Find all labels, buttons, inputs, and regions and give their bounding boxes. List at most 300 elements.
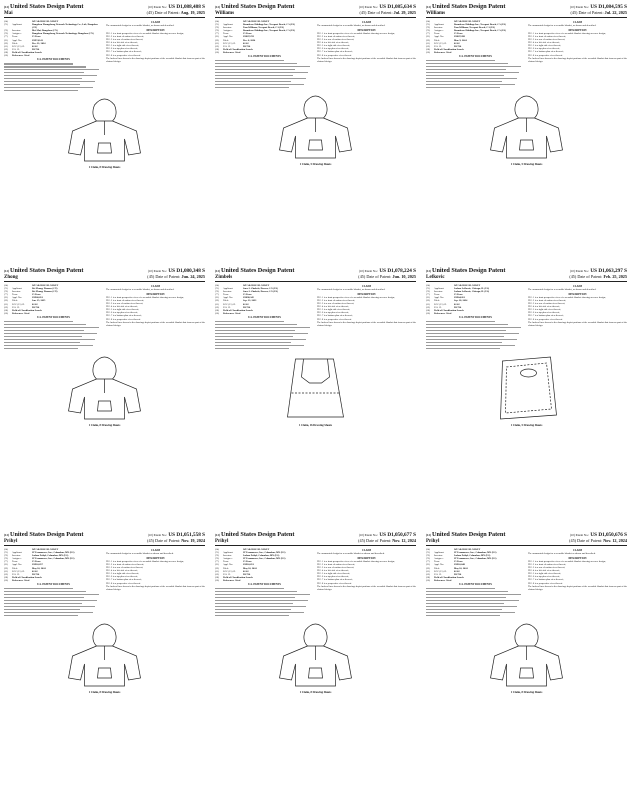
loc-row-code: (51) [215, 569, 219, 573]
filed-row-value: Sep. 13, 2023 [243, 299, 257, 303]
refs-code: (56) [215, 311, 219, 315]
uscl-row-code: (52) [426, 44, 430, 48]
reference-rule [4, 336, 82, 337]
term-row-value: 15 Years [243, 32, 252, 36]
bibliographic-column [215, 20, 314, 90]
loc-row-value: 02-02 [243, 41, 249, 45]
reference-rule [426, 609, 502, 610]
office-name: United States Design Patent [10, 3, 84, 10]
bibliographic-column [215, 284, 314, 351]
bibliographic-column [426, 548, 525, 618]
hooded-blanket-drawing [491, 96, 563, 158]
reference-rule [215, 615, 289, 616]
uscl-row-code: (52) [4, 572, 8, 576]
uscl-row-code: (52) [426, 305, 430, 309]
filed-row-code: (22) [215, 299, 219, 303]
office-code: (12) [426, 5, 431, 9]
claims-summary: 1 Claim, 16 Drawing Sheets [298, 423, 333, 427]
reference-rule [426, 339, 517, 340]
term-row-value: 15 Years [32, 293, 41, 297]
reference-rule [215, 63, 297, 64]
applicant-row-label: Applicant: [223, 23, 234, 27]
uscl-row-value: D2/720 [32, 572, 40, 576]
claim-column [528, 284, 627, 351]
description-line: FIG. 4 is a left side view thereof; [106, 41, 138, 45]
flat-blanket-drawing [501, 357, 557, 419]
figure-drawing [426, 620, 627, 690]
reference-rule [215, 87, 289, 88]
assignee-row-value: Brandcore Holdings Inc., Newport Beach, CA (US) [454, 29, 506, 33]
reference-rule [4, 597, 84, 598]
appl-row-label: Appl. No.: [223, 296, 234, 300]
applicant-row-code: (71) [4, 551, 8, 555]
claims-summary: 1 Claim, 8 Drawing Sheets [88, 690, 121, 694]
description-heading: DESCRIPTION [146, 28, 165, 32]
patent-header [4, 531, 205, 546]
reference-rule [215, 333, 308, 334]
applicant-row-label: Applicant: [12, 23, 23, 27]
inventor-surname: Zhong [4, 275, 18, 280]
appl-row-label: Appl. No.: [434, 296, 445, 300]
description-line: FIG. 2 is a front elevation view thereof; [106, 35, 144, 38]
patent-header [426, 3, 627, 18]
abstract-heading: CLAIM [362, 285, 371, 288]
loc-row-label: LOC (15) Cl. [223, 302, 236, 306]
reference-rule [426, 336, 504, 337]
office-code: (12) [215, 269, 220, 273]
reference-rule [426, 327, 521, 328]
inventor-row-value: Mei Mai, Dongshen (CN) [32, 29, 58, 33]
title-row-code: (54) [426, 284, 430, 287]
description-line: FIG. 1 is a front perspective view of a wearable blanket showing our new design; [528, 559, 606, 563]
patent-header [4, 267, 205, 282]
applicant-row-code: (71) [426, 551, 430, 555]
term-row-value: 15 Years [32, 35, 41, 39]
patent-sheet [426, 267, 627, 525]
inventor-row-value: Sara A. Zimbels, Denver, CO (US) [243, 290, 278, 294]
assignee-row-label: Assignee: [434, 557, 444, 561]
figure-drawing [4, 620, 205, 690]
description-line: FIG. 8 is a perspective view thereof. [106, 317, 141, 321]
refs-code: (56) [4, 578, 8, 582]
appl-row-value: 29/916,648 [454, 563, 465, 567]
broken-lines-note: The broken lines shown in the drawings depict portions of the wearable blanket that form no part of the claimed design. [106, 320, 205, 327]
figure-drawing [215, 92, 416, 162]
claim-text: The ornamental design for a wearable blanket as shown and described. [528, 552, 596, 556]
description-heading: DESCRIPTION [357, 292, 376, 296]
reference-rule [426, 333, 519, 334]
patent-sheet [215, 3, 416, 261]
uscl-row-value: D2/720 [32, 305, 40, 309]
description-line: FIG. 5 is a right side view thereof; [106, 308, 139, 312]
loc-row-code: (51) [215, 302, 219, 306]
refs-row [426, 312, 525, 315]
filed-row-label: Filed: [12, 299, 18, 303]
description-line: FIG. 7 is a bottom plan view thereof; [106, 578, 142, 582]
reference-rule [4, 75, 97, 76]
appl-row-label: Appl. No.: [12, 296, 23, 300]
appl-row-value: 29/916,657 [32, 563, 43, 567]
description-line: FIG. 6 is a top plan view thereof; [106, 311, 138, 315]
description-heading: DESCRIPTION [568, 292, 587, 296]
title-row-value: WEARABLE BLANKET [243, 284, 270, 287]
patent-date-label: (45) Date of Patent: [358, 274, 392, 279]
patent-number: US D1,063,297 S [590, 268, 627, 274]
refs-row [215, 312, 314, 315]
office-name: United States Design Patent [432, 531, 506, 538]
office-title [215, 531, 294, 538]
inventor-surname: Zimbels [215, 275, 233, 280]
reference-rule [4, 588, 73, 589]
description-heading: DESCRIPTION [146, 292, 165, 296]
patent-date-label: (45) Date of Patent: [147, 274, 181, 279]
appl-row-code: (21) [4, 563, 8, 567]
claims-summary: 1 Claim, 8 Drawing Sheets [299, 690, 332, 694]
inventor-surname: Williams [215, 11, 235, 16]
reference-rule [215, 594, 310, 595]
reference-rule [215, 84, 304, 85]
reference-rule [426, 615, 500, 616]
appl-row-code: (21) [4, 38, 8, 42]
description-line: FIG. 8 is a perspective view thereof. [317, 581, 352, 585]
bibliographic-column [426, 284, 525, 351]
uscl-row-label: U.S. Cl. [434, 572, 442, 576]
field-label: Field of Classification Search [434, 575, 464, 579]
term-row-code: (**) [426, 560, 430, 564]
assignee-row-value: JP Ecommerce, Inc., Columbus, MN (US) [32, 557, 75, 561]
term-row-value: 15 Years [454, 293, 463, 297]
description-line: FIG. 6 is a top plan view thereof; [106, 47, 138, 51]
inventor-surname: Lefkovic [426, 275, 445, 280]
patent-sheet [426, 531, 627, 792]
office-title [4, 267, 83, 274]
term-row-code: (**) [4, 293, 8, 297]
reference-rule [426, 84, 515, 85]
reference-rule [426, 606, 517, 607]
abstract-heading: CLAIM [573, 21, 582, 24]
appl-row-label: Appl. No.: [434, 35, 445, 39]
office-name: United States Design Patent [10, 267, 84, 274]
uscl-row-label: U.S. Cl. [223, 572, 231, 576]
loc-row-value: 02-02 [32, 302, 38, 306]
assignee-row-label: Assignee: [223, 557, 233, 561]
inventor-row-code: (72) [4, 29, 8, 33]
refs-row [4, 54, 103, 57]
office-code: (12) [426, 269, 431, 273]
filed-row-code: (22) [4, 299, 8, 303]
broken-lines-note: The broken lines shown in the drawings depict portions of the wearable blanket that form no part of the claimed design. [528, 56, 627, 63]
claim-text: The ornamental design for a wearable blanket as shown and described. [317, 552, 385, 556]
reference-rule [426, 66, 521, 67]
refs-label: References Cited [223, 311, 241, 315]
loc-row-value: 02-02 [454, 302, 460, 306]
inventor-row-value: Tom Williams, Newport Beach, CA (US) [243, 26, 284, 30]
patent-date-line [358, 538, 416, 543]
term-row-value: 15 Years [454, 32, 463, 36]
patent-date: Jun. 10, 2025 [392, 274, 416, 279]
appl-row-label: Appl. No.: [12, 563, 23, 567]
us-docs-heading: U.S. PATENT DOCUMENTS [248, 55, 281, 59]
filed-row-code: (22) [426, 38, 430, 42]
applicant-row-label: Applicant: [12, 551, 23, 555]
reference-rule [215, 321, 284, 322]
patent-sheet [215, 531, 416, 792]
refs-row [215, 51, 314, 54]
patent-number-label: (10) Patent No.: [147, 533, 168, 537]
claim-text: The ornamental design for a wearable blanket, as shown and described. [317, 288, 386, 292]
assignee-row-label: Assignee: [434, 29, 444, 33]
description-line: FIG. 1 is a front perspective view of a wearable blanket showing our new design; [317, 295, 395, 299]
claim-column [106, 20, 205, 93]
office-title [4, 3, 83, 10]
patent-date: Jun. 24, 2025 [181, 274, 205, 279]
description-line: FIG. 5 is a right side view thereof; [528, 308, 561, 312]
reference-rule [215, 66, 310, 67]
office-code: (12) [4, 533, 9, 537]
reference-rule [215, 600, 308, 601]
claims-summary: 1 Claim, 8 Drawing Sheets [510, 690, 543, 694]
loc-row-code: (51) [215, 41, 219, 45]
reference-rule [215, 348, 289, 349]
reference-rule [215, 588, 284, 589]
title-row-value: WEARABLE BLANKET [243, 548, 270, 551]
term-row-code: (**) [215, 560, 219, 564]
title-row-code: (54) [215, 20, 219, 23]
assignee-row-value: Brandcore Holdings Inc., Newport Beach, CA (US) [243, 29, 295, 33]
description-line: FIG. 2 is a front elevation view thereof; [317, 563, 355, 566]
appl-row-value: 29/887,259 [243, 35, 254, 39]
loc-row-label: LOC (15) Cl. [223, 569, 236, 573]
reference-rule [4, 84, 80, 85]
reference-rule [426, 87, 500, 88]
reference-rule [215, 75, 293, 76]
inventor-row-label: Inventor: [434, 554, 443, 558]
reference-rule [215, 60, 284, 61]
applicant-row-label: Applicant: [12, 287, 23, 291]
claims-summary: 1 Claim, 5 Drawing Sheets [510, 423, 543, 427]
filed-row-label: Filed: [223, 566, 229, 570]
loc-row-value: 02-02 [243, 569, 249, 573]
applicant-row-value: JP Ecommerce, Inc., Columbus, MN (US) [243, 551, 286, 555]
patent-date: Feb. 25, 2025 [603, 274, 627, 279]
office-title [215, 3, 294, 10]
uscl-row-code: (52) [215, 44, 219, 48]
patent-number: US D1,050,676 S [590, 532, 627, 538]
inventor-row-value: Joshua Prihyl, Columbus, MN (US) [32, 554, 69, 558]
refs-code: (56) [215, 578, 219, 582]
patent-date-line [358, 274, 416, 279]
field-label: Field of Classification Search [223, 308, 253, 312]
patent-date-line [147, 10, 205, 15]
reference-rule [4, 90, 78, 91]
figure-drawing [215, 353, 416, 423]
loc-row-label: LOC (15) Cl. [434, 569, 447, 573]
office-title [426, 3, 505, 10]
patent-sheet [215, 267, 416, 525]
us-docs-heading: U.S. PATENT DOCUMENTS [248, 315, 281, 319]
reference-rule [4, 81, 95, 82]
office-name: United States Design Patent [10, 531, 84, 538]
inventor-row-label: Inventor: [223, 26, 232, 30]
reference-rule [426, 594, 521, 595]
field-label: Field of Classification Search [12, 308, 42, 312]
description-line: FIG. 5 is a right side view thereof; [317, 308, 350, 312]
applicant-row-code: (71) [4, 23, 8, 27]
filed-row-code: (22) [426, 566, 430, 570]
term-row-value: 15 Years [243, 560, 252, 564]
description-line: FIG. 1 is a front perspective view of a wearable blanket showing our new design; [106, 31, 184, 35]
claim-text: The ornamental design for a wearable blanket, as shown and described. [106, 288, 175, 292]
description-heading: DESCRIPTION [357, 28, 376, 32]
reference-rule [4, 606, 95, 607]
abstract-heading: CLAIM [151, 21, 160, 24]
reference-rule [4, 321, 73, 322]
reference-rule [426, 63, 508, 64]
description-line: FIG. 5 is a right side view thereof; [106, 572, 139, 576]
abstract-heading: CLAIM [362, 21, 371, 24]
reference-rule [215, 591, 297, 592]
applicant-row-label: Applicant: [434, 287, 445, 291]
refs-label: References Cited [12, 578, 30, 582]
reference-rule [4, 339, 95, 340]
reference-rule [426, 345, 515, 346]
filed-row-value: Mar. 9, 2024 [454, 38, 467, 42]
patent-number: US D1,078,224 S [379, 268, 416, 274]
hooded-blanket-drawing [491, 624, 563, 686]
reference-rule [4, 324, 86, 325]
filed-row-label: Filed: [223, 38, 229, 42]
description-line: FIG. 1 is a front perspective view of a wearable blanket showing our new design; [317, 559, 395, 563]
title-row-value: WEARABLE BLANKET [454, 20, 481, 23]
us-docs-heading: U.S. PATENT DOCUMENTS [248, 583, 281, 587]
applicant-row-code: (71) [426, 287, 430, 291]
bibliographic-column [426, 20, 525, 90]
claim-text: The ornamental design for a wearable blanket, as shown and described. [528, 24, 597, 28]
assignee-row-code: (73) [215, 557, 219, 561]
term-row-code: (**) [4, 560, 8, 564]
uscl-row-value: D2/720 [454, 44, 462, 48]
reference-rule [4, 612, 93, 613]
office-title [426, 267, 505, 274]
filed-row-code: (22) [215, 566, 219, 570]
reference-rule [426, 597, 506, 598]
description-line: FIG. 7 is a bottom plan view thereof; [528, 314, 564, 318]
description-line: FIG. 7 is a bottom plan view thereof; [317, 50, 353, 54]
patent-number: US D1,088,488 S [168, 4, 205, 10]
claims-summary: 1 Claim, 8 Drawing Sheets [88, 165, 121, 169]
description-heading: DESCRIPTION [357, 556, 376, 560]
uscl-row-value: D2/720 [243, 572, 251, 576]
patent-number-label: (10) Patent No.: [358, 269, 379, 273]
loc-row-value: 02-02 [32, 44, 38, 48]
us-docs-heading: U.S. PATENT DOCUMENTS [459, 583, 492, 587]
us-docs-heading: U.S. PATENT DOCUMENTS [37, 315, 70, 319]
reference-rule [4, 591, 86, 592]
refs-row [4, 579, 103, 582]
field-code: (58) [4, 575, 8, 579]
reference-rule [426, 603, 504, 604]
field-label: Field of Classification Search [223, 47, 253, 51]
filed-row-value: May 16, 2024 [243, 566, 257, 570]
reference-rule [215, 342, 291, 343]
abstract-heading: CLAIM [151, 549, 160, 552]
refs-code: (56) [4, 54, 8, 58]
patent-header [426, 531, 627, 546]
patent-date-line [147, 274, 205, 279]
patent-date-label: (45) Date of Patent: [570, 10, 604, 15]
claim-text: The ornamental design for a wearable blanket, as shown and described. [106, 24, 175, 28]
title-row-code: (54) [426, 548, 430, 551]
patent-number: US D1,084,595 S [590, 4, 627, 10]
abstract-heading: CLAIM [573, 549, 582, 552]
description-line: FIG. 8 is a perspective view thereof. [317, 53, 352, 57]
patent-date-label: (45) Date of Patent: [147, 538, 181, 543]
patent-number: US D1,085,634 S [379, 4, 416, 10]
us-docs-heading: U.S. PATENT DOCUMENTS [459, 315, 492, 319]
applicant-row-code: (71) [215, 551, 219, 555]
description-line: FIG. 1 is a front perspective view of a wearable blanket showing our new design; [317, 31, 395, 35]
field-code: (58) [426, 575, 430, 579]
patent-number-label: (10) Patent No.: [569, 5, 590, 9]
reference-rule [215, 330, 295, 331]
loc-row-code: (51) [4, 302, 8, 306]
reference-rule [215, 327, 310, 328]
description-line: FIG. 4 is a left side view thereof; [317, 305, 349, 309]
patent-date-label: (45) Date of Patent: [146, 10, 180, 15]
appl-row-label: Appl. No.: [434, 563, 445, 567]
figure-drawing [4, 353, 205, 423]
reference-rule [4, 327, 99, 328]
office-code: (12) [426, 533, 431, 537]
appl-row-value: 29/974,141 [32, 38, 43, 42]
term-row-value: 15 Years [32, 560, 41, 564]
applicant-row-value: Bei Zhong, Xiamen (CN) [32, 287, 58, 291]
description-line: FIG. 3 is a rear elevation view thereof; [528, 566, 566, 570]
uscl-row-label: U.S. Cl. [223, 305, 231, 309]
description-line: FIG. 6 is a top plan view thereof; [317, 311, 349, 315]
loc-row-code: (51) [426, 41, 430, 45]
loc-row-label: LOC (15) Cl. [12, 302, 25, 306]
reference-rule [426, 81, 502, 82]
claim-column [317, 20, 416, 90]
title-row-value: WEARABLE BLANKET [32, 284, 59, 287]
us-docs-heading: U.S. PATENT DOCUMENTS [37, 583, 70, 587]
description-line: FIG. 6 is a top plan view thereof; [528, 47, 560, 51]
description-line: FIG. 2 is a front elevation view thereof; [528, 299, 566, 302]
reference-rule [4, 63, 73, 64]
description-line: FIG. 3 is a rear elevation view thereof; [317, 302, 355, 306]
description-line: FIG. 7 is a bottom plan view thereof; [106, 314, 142, 318]
loc-row-label: LOC (15) Cl. [12, 44, 25, 48]
refs-label: References Cited [12, 311, 30, 315]
assignee-row-label: Assignee: [223, 29, 233, 33]
uscl-row-label: U.S. Cl. [12, 572, 20, 576]
figure-drawing [426, 92, 627, 162]
reference-rule [215, 324, 297, 325]
appl-row-code: (21) [215, 563, 219, 567]
filed-row-label: Filed: [434, 566, 440, 570]
title-row-value: WEARABLE BLANKET [454, 284, 481, 287]
inventor-row-code: (72) [215, 290, 219, 294]
reference-rule [215, 78, 306, 79]
appl-row-code: (21) [426, 296, 430, 300]
reference-rule [426, 342, 502, 343]
patent-header [215, 3, 416, 18]
inventor-surname: Mai [4, 11, 13, 16]
office-name: United States Design Patent [432, 3, 506, 10]
hooded-blanket-drawing [69, 357, 141, 419]
title-row-code: (54) [215, 284, 219, 287]
